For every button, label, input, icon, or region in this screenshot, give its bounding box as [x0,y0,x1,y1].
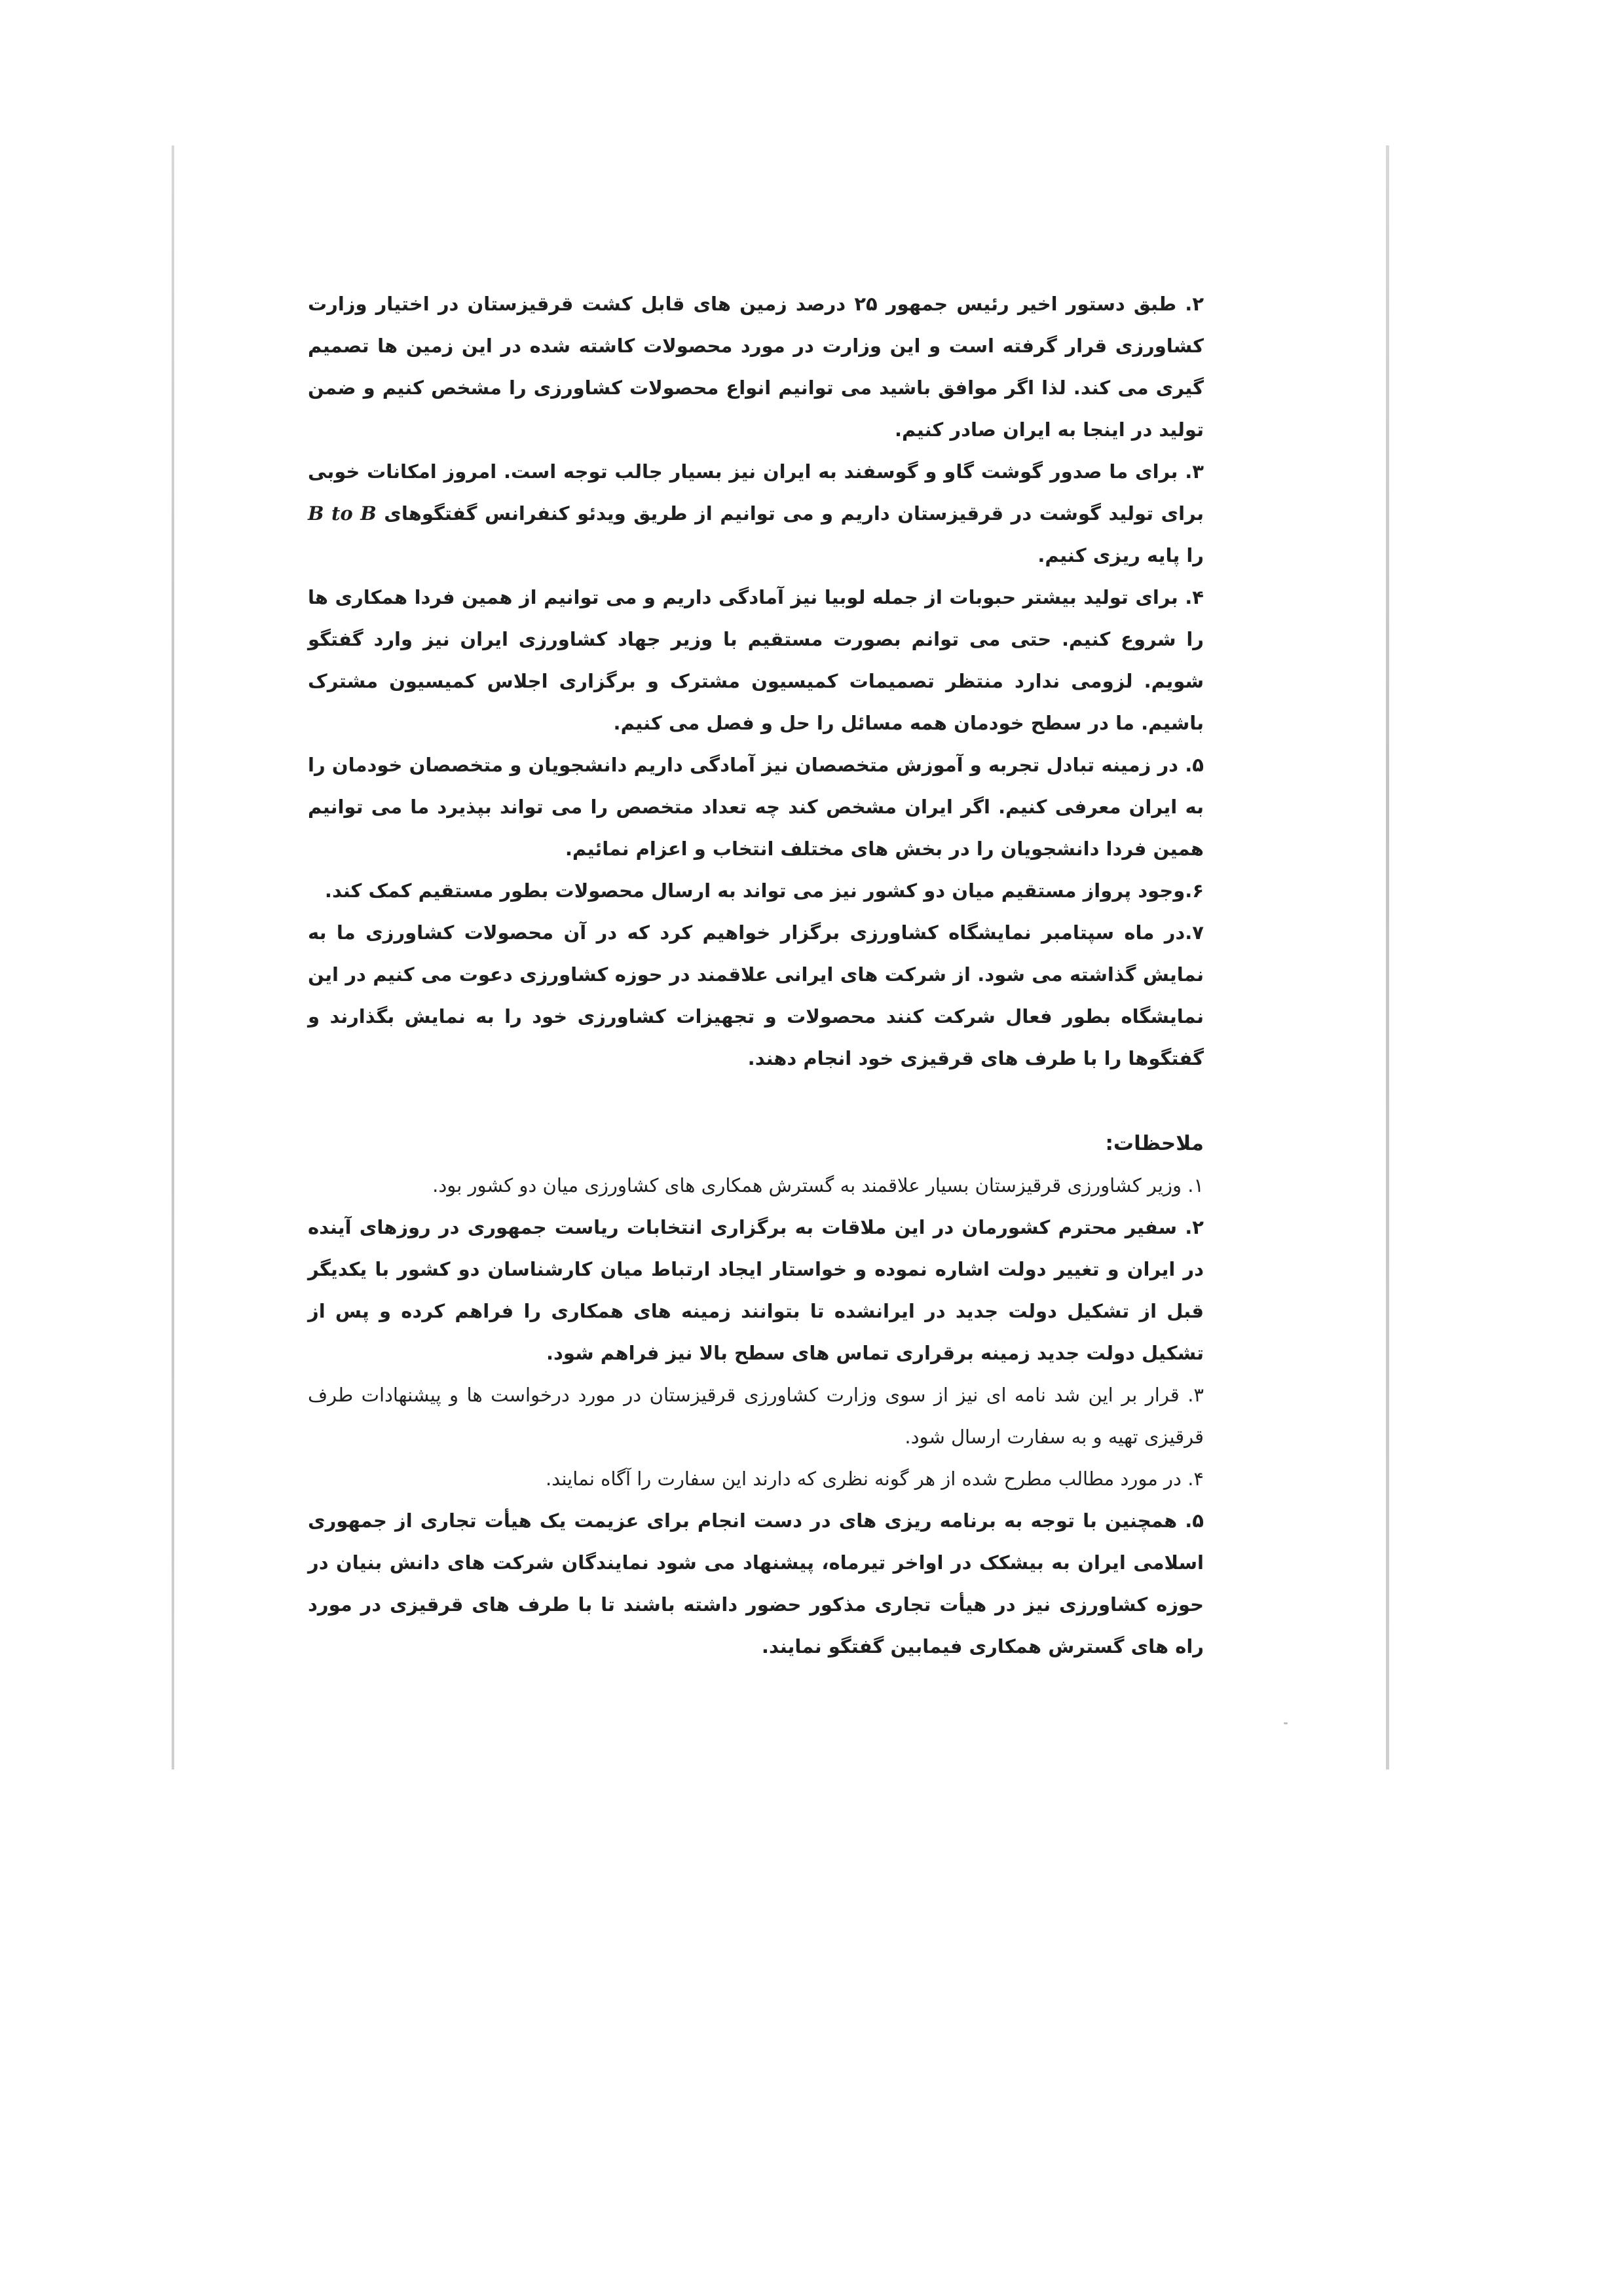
note-1: ۱. وزیر کشاورزی قرقیزستان بسیار علاقمند به گسترش همکاری های کشاورزی میان دو کشور بود. [432,1174,1204,1196]
b2b-term: B to B [308,502,377,525]
document-body [308,283,1204,1667]
paragraph-6: ۶.وجود پرواز مستقیم میان دو کشور نیز می تواند به ارسال محصولات بطور مستقیم کمک کند. [324,880,1204,902]
paragraph-4: ۴. برای تولید بیشتر حبوبات از جمله لوبیا نیز آمادگی داریم و می توانیم از همین فردا همکاری ها را شروع کنیم. حتی می توانم بصورت مستقیم با وزیر جهاد کشاورزی ایران نیز وارد گفتگو شویم. لزومی ندارد منتظر تصمیمات کمیسیون مشترک و برگزاری اجلاس کمیسیون مشترک باشیم. ما در سطح خودمان همه مسائل را حل و فصل می کنیم. [308,586,1204,734]
paragraph-3-end: را پایه ریزی کنیم. [1037,544,1204,566]
note-3: ۳. قرار بر این شد نامه ای نیز از سوی وزارت کشاورزی قرقیزستان در مورد درخواست ها و پیشنهادات طرف قرقیزی تهیه و به سفارت ارسال شود. [308,1384,1204,1448]
paragraph-2: ۲. طبق دستور اخیر رئیس جمهور ۲۵ درصد زمین های قابل کشت قرقیزستان در اختیار وزارت کشاورزی قرار گرفته است و این وزارت در مورد محصولات کاشته شده در این زمین ها تصمیم گیری می کند. لذا اگر موافق باشید می توانیم انواع محصولات کشاورزی را مشخص کنیم و ضمن تولید در اینجا به ایران صادر کنیم. [308,293,1204,441]
notes-heading: ملاحظات: [1105,1132,1204,1155]
note-4: ۴. در مورد مطالب مطرح شده از هر گونه نظری که دارند این سفارت را آگاه نمایند. [545,1468,1204,1490]
scan-speck [1284,1722,1288,1724]
paragraph-5: ۵. در زمینه تبادل تجربه و آموزش متخصصان نیز آمادگی داریم دانشجویان و متخصصان خودمان را به ایران معرفی کنیم. اگر ایران مشخص کند چه تعداد متخصص را می تواند بپذیرد ما می توانیم همین فردا دانشجویان را در بخش های مختلف انتخاب و اعزام نمائیم. [308,754,1204,860]
paragraph-3-text: ۳. برای ما صدور گوشت گاو و گوسفند به ایران نیز بسیار جالب توجه است. امروز امکانات خوبی برای تولید گوشت در قرقیزستان داریم و می توانیم از طریق ویدئو کنفرانس گفتگوهای [308,460,1204,525]
note-5: ۵. همچنین با توجه به برنامه ریزی های در دست انجام برای عزیمت یک هیأت تجاری از جمهوری اسلامی ایران به بیشکک در اواخر تیرماه، پیشنهاد می شود نمایندگان شرکت های دانش بنیان در حوزه کشاورزی نیز در هیأت تجاری مذکور حضور داشته باشند تا با طرف های قرقیزی در مورد راه های گسترش همکاری فیمابین گفتگو نمایند. [308,1509,1204,1657]
scan-page-edge-left [172,145,174,1769]
paragraph-3 [308,451,1204,576]
scan-page-edge-right [1386,145,1389,1769]
note-2: ۲. سفیر محترم کشورمان در این ملاقات به برگزاری انتخابات ریاست جمهوری در روزهای آینده در ایران و تغییر دولت اشاره نموده و خواستار ایجاد ارتباط میان کارشناسان دو کشور با یکدیگر قبل از تشکیل دولت جدید در ایرانشده تا بتوانند زمینه های همکاری را فراهم کرده و پس از تشکیل دولت جدید زمینه برقراری تماس های سطح بالا نیز فراهم شود. [308,1216,1204,1364]
paragraph-7: ۷.در ماه سپتامبر نمایشگاه کشاورزی برگزار خواهیم کرد که در آن محصولات کشاورزی ما به نمایش گذاشته می شود. از شرکت های ایرانی علاقمند در حوزه کشاورزی دعوت می کنیم در این نمایشگاه بطور فعال شرکت کنند محصولات و تجهیزات کشاورزی خود را به نمایش بگذارند و گفتگوها را با طرف های قرقیزی خود انجام دهند. [308,921,1204,1069]
